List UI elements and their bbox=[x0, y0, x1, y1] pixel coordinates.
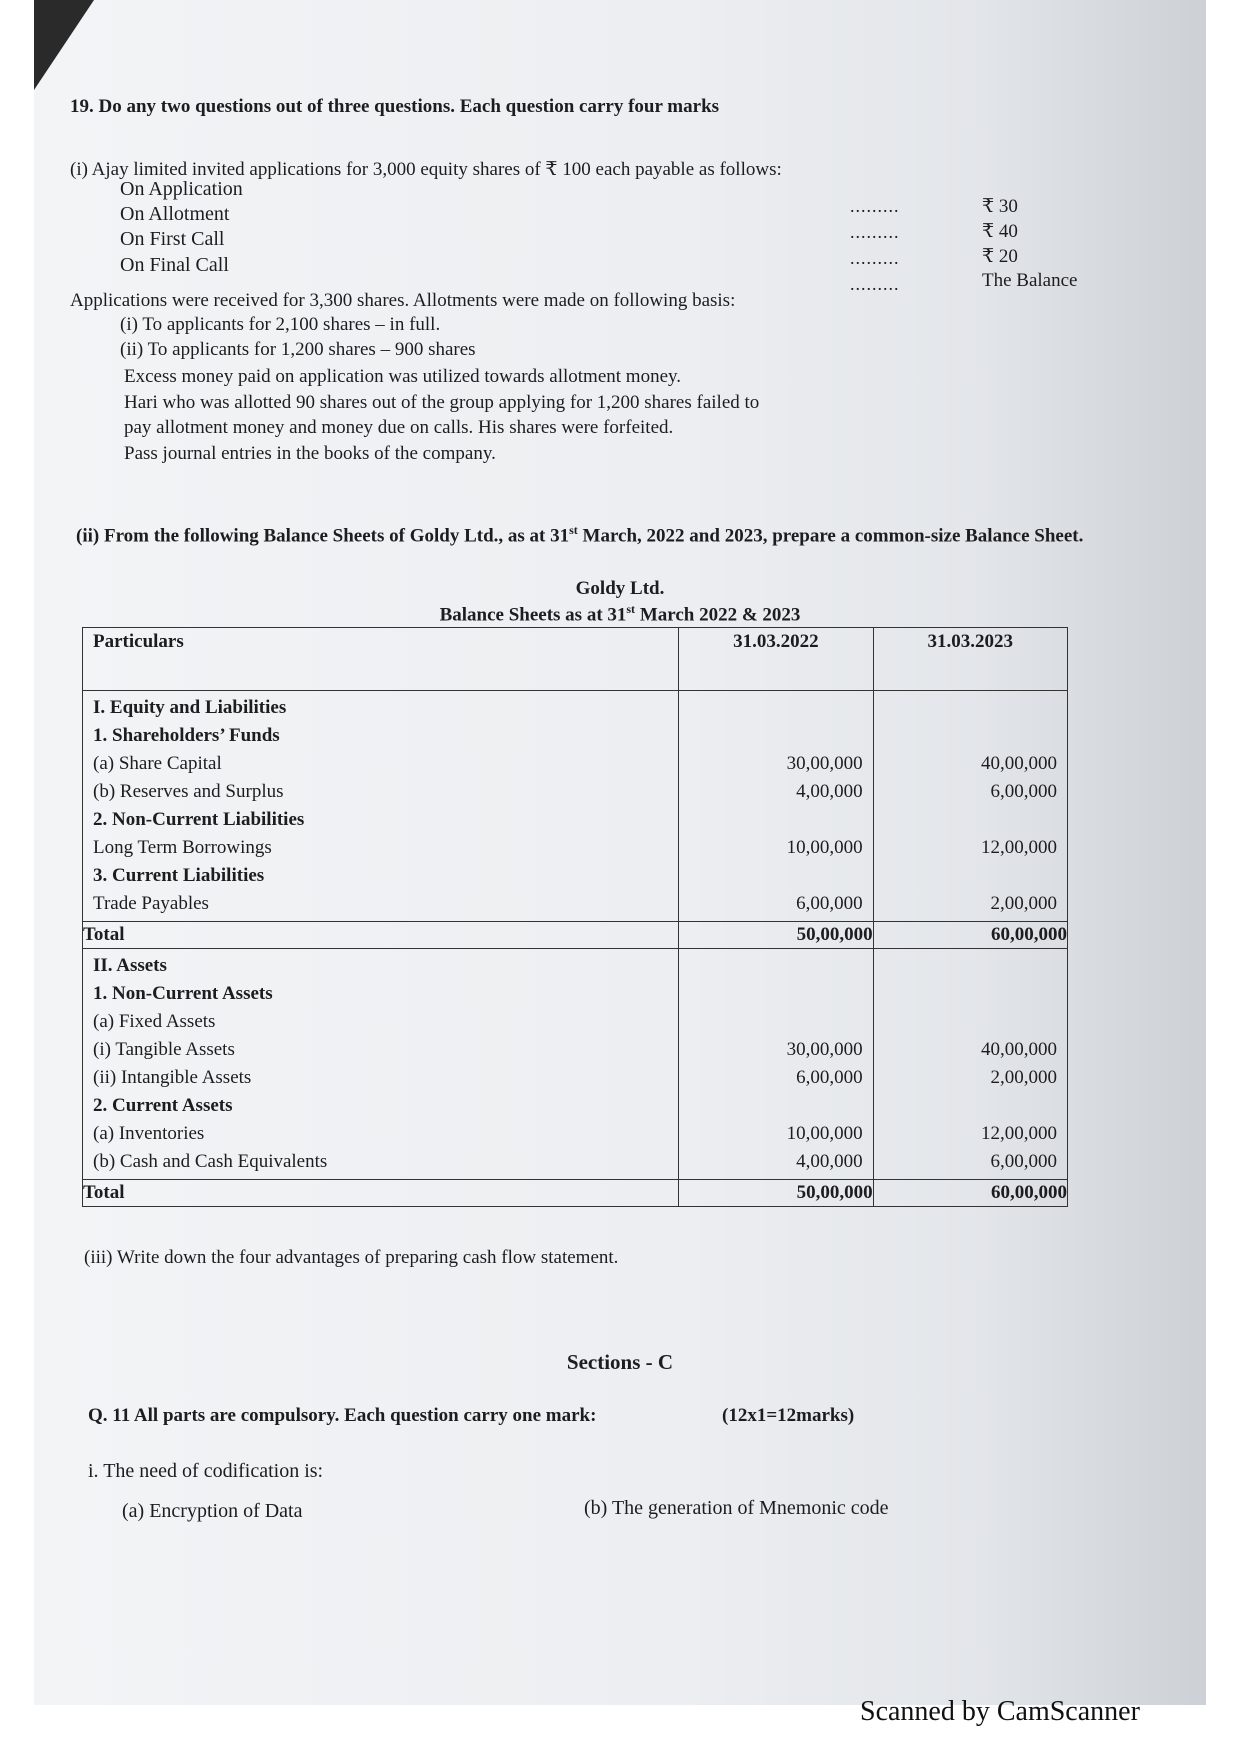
liabilities-2022-values bbox=[679, 691, 872, 921]
row-label: 1. Shareholders’ Funds bbox=[93, 725, 280, 746]
marks-label: (12x1=12marks) bbox=[722, 1405, 855, 1426]
page-corner-shadow bbox=[34, 0, 94, 90]
value-2023: 40,00,000 bbox=[981, 1039, 1057, 1060]
question-i-line: Applications were received for 3,300 shares. Allotments were made on following basis: bbox=[70, 290, 736, 311]
value-2023: 12,00,000 bbox=[981, 1123, 1057, 1144]
question-19-title: 19. Do any two questions out of three questions. Each question carry four marks bbox=[70, 96, 720, 117]
payment-amount: ₹ 30 bbox=[982, 196, 1018, 217]
payment-label: On Application bbox=[120, 178, 243, 200]
question-i-line: (i) To applicants for 2,100 shares – in full. bbox=[120, 314, 441, 335]
row-label: (a) Fixed Assets bbox=[93, 1011, 216, 1032]
value-2023 bbox=[884, 862, 1057, 890]
value-2022 bbox=[689, 1092, 862, 1120]
leader-dots: ......... bbox=[850, 222, 900, 242]
assets-section bbox=[83, 949, 1068, 1180]
row-label: (i) Tangible Assets bbox=[93, 1039, 235, 1060]
liabilities-section bbox=[83, 691, 1068, 922]
value-2022: 10,00,000 bbox=[786, 1123, 863, 1144]
question-ii-text: (ii) From the following Balance Sheets of Goldy Ltd., as at 31st March, 2022 and 2023, prepare a common-size Balance Sheet. bbox=[76, 523, 1084, 547]
value-2023 bbox=[884, 694, 1057, 722]
balance-sheet-table bbox=[82, 627, 1068, 1207]
value-2022: 10,00,000 bbox=[786, 837, 863, 858]
value-2022: 4,00,000 bbox=[796, 1151, 863, 1172]
header-2022: 31.03.2022 bbox=[679, 628, 873, 691]
total-label: Total bbox=[83, 1180, 679, 1207]
header-2023: 31.03.2023 bbox=[873, 628, 1067, 691]
row-label: Trade Payables bbox=[93, 893, 209, 914]
payment-amount: ₹ 20 bbox=[982, 246, 1018, 267]
question-i-line: pay allotment money and money due on calls. His shares were forfeited. bbox=[124, 417, 674, 438]
value-2022: 6,00,000 bbox=[796, 893, 863, 914]
leader-dots: ......... bbox=[850, 248, 900, 268]
header-particulars: Particulars bbox=[83, 628, 679, 691]
value-2022: 30,00,000 bbox=[786, 753, 863, 774]
balance-sheet-subtitle: Balance Sheets as at 31st March 2022 & 2023 bbox=[439, 602, 801, 626]
value-2022: 4,00,000 bbox=[796, 781, 863, 802]
value-2023: 2,00,000 bbox=[990, 1067, 1057, 1088]
row-label: (a) Inventories bbox=[93, 1123, 205, 1144]
row-label: I. Equity and Liabilities bbox=[93, 697, 287, 718]
scanner-watermark: Scanned by CamScanner bbox=[860, 1696, 1140, 1727]
table-header-row bbox=[83, 628, 1068, 691]
payment-label: On First Call bbox=[120, 228, 225, 250]
total-2023: 60,00,000 bbox=[873, 1180, 1067, 1207]
row-label: 1. Non-Current Assets bbox=[93, 983, 273, 1004]
total-2022: 50,00,000 bbox=[679, 1180, 873, 1207]
section-c-title: Sections - C bbox=[566, 1350, 674, 1374]
row-label: (a) Share Capital bbox=[93, 753, 222, 774]
row-label: Long Term Borrowings bbox=[93, 837, 272, 858]
row-label: (b) Reserves and Surplus bbox=[93, 781, 284, 802]
question-iii-text: (iii) Write down the four advantages of preparing cash flow statement. bbox=[84, 1247, 619, 1268]
liabilities-2023-values bbox=[874, 691, 1067, 921]
value-2022: 30,00,000 bbox=[786, 1039, 863, 1060]
value-2022 bbox=[689, 980, 862, 1008]
liabilities-labels bbox=[83, 691, 678, 921]
total-row-liabilities bbox=[83, 922, 1068, 949]
total-2023: 60,00,000 bbox=[873, 922, 1067, 949]
leader-dots: ......... bbox=[850, 196, 900, 216]
assets-labels bbox=[83, 949, 678, 1179]
value-2023: 2,00,000 bbox=[990, 893, 1057, 914]
row-label: (ii) Intangible Assets bbox=[93, 1067, 252, 1088]
value-2022 bbox=[689, 806, 862, 834]
row-label: 2. Current Assets bbox=[93, 1095, 233, 1116]
value-2023 bbox=[884, 1008, 1057, 1036]
payment-label: On Allotment bbox=[120, 203, 230, 225]
option-b: (b) The generation of Mnemonic code bbox=[584, 1497, 889, 1519]
value-2022 bbox=[689, 1008, 862, 1036]
row-label: (b) Cash and Cash Equivalents bbox=[93, 1151, 328, 1172]
value-2023: 40,00,000 bbox=[981, 753, 1057, 774]
question-i-line: (ii) To applicants for 1,200 shares – 900 shares bbox=[120, 339, 476, 360]
question-i-intro: (i) Ajay limited invited applications for 3,000 equity shares of ₹ 100 each payable as follows: bbox=[70, 159, 782, 180]
row-label: 3. Current Liabilities bbox=[93, 865, 265, 886]
value-2022 bbox=[689, 694, 862, 722]
payment-amount: ₹ 40 bbox=[982, 221, 1018, 242]
assets-2022-values bbox=[679, 949, 872, 1179]
value-2023 bbox=[884, 722, 1057, 750]
value-2023: 6,00,000 bbox=[990, 1151, 1057, 1172]
leader-dots: ......... bbox=[850, 274, 900, 294]
question-i-line: Hari who was allotted 90 shares out of the group applying for 1,200 shares failed to bbox=[124, 392, 760, 413]
value-2022: 6,00,000 bbox=[796, 1067, 863, 1088]
total-label: Total bbox=[83, 922, 679, 949]
company-name: Goldy Ltd. bbox=[575, 578, 665, 599]
question-11-title: Q. 11 All parts are compulsory. Each question carry one mark: bbox=[88, 1405, 597, 1426]
question-i-line: Pass journal entries in the books of the company. bbox=[124, 443, 496, 464]
question-i-line: Excess money paid on application was utilized towards allotment money. bbox=[124, 366, 682, 387]
mcq-question: i. The need of codification is: bbox=[88, 1460, 324, 1482]
payment-amount: The Balance bbox=[982, 270, 1078, 291]
row-label: II. Assets bbox=[93, 955, 167, 976]
value-2023 bbox=[884, 1092, 1057, 1120]
value-2023: 12,00,000 bbox=[981, 837, 1057, 858]
option-a: (a) Encryption of Data bbox=[122, 1500, 303, 1522]
value-2022 bbox=[689, 862, 862, 890]
value-2023: 6,00,000 bbox=[990, 781, 1057, 802]
total-row-assets bbox=[83, 1180, 1068, 1207]
value-2022 bbox=[689, 722, 862, 750]
assets-2023-values bbox=[874, 949, 1067, 1179]
row-label: 2. Non-Current Liabilities bbox=[93, 809, 305, 830]
payment-label: On Final Call bbox=[120, 254, 229, 276]
value-2023 bbox=[884, 952, 1057, 980]
value-2022 bbox=[689, 952, 862, 980]
value-2023 bbox=[884, 806, 1057, 834]
total-2022: 50,00,000 bbox=[679, 922, 873, 949]
value-2023 bbox=[884, 980, 1057, 1008]
